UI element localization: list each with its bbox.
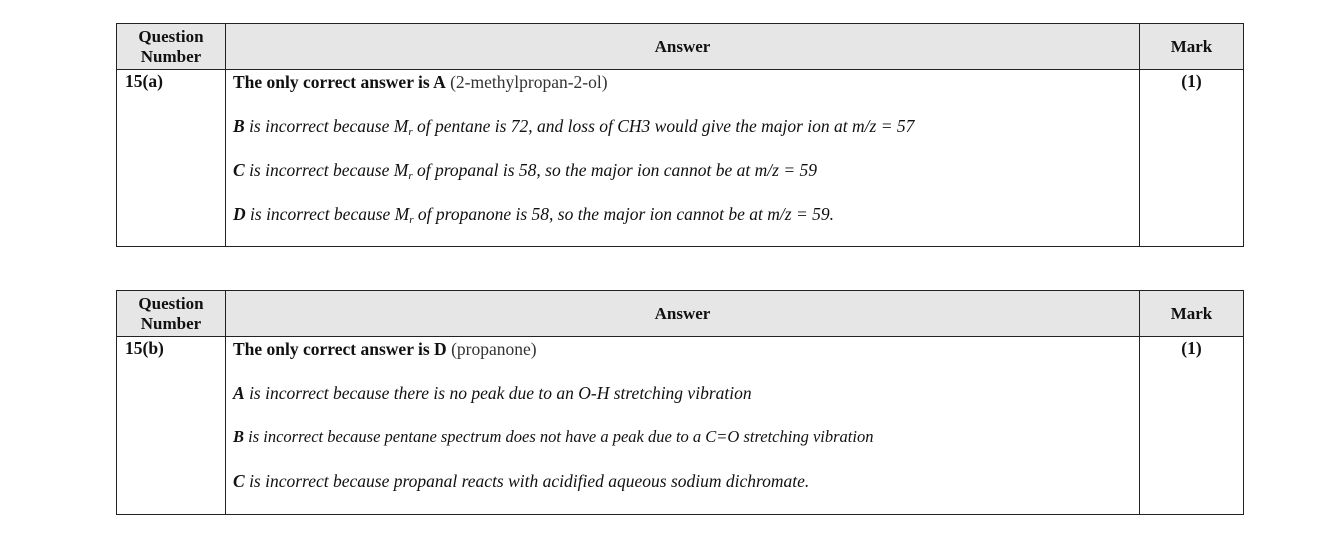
reason-line-c (233, 159, 1139, 181)
answer-row (117, 337, 1244, 515)
reason-text: is incorrect because propanal reacts with acidified aqueous sodium dichromate. (249, 471, 810, 491)
reason-text: is incorrect because pentane spectrum does not have a peak due to a C=O stretching vibration (248, 427, 874, 446)
reason-text: is incorrect because there is no peak due to an O-H stretching vibration (249, 383, 752, 403)
correct-answer-line (233, 71, 1139, 93)
reason-option: B (233, 427, 245, 446)
reason-text-pre: is incorrect because M (249, 116, 409, 136)
question-number-header: Question Number (117, 24, 226, 70)
mark-header: Mark (1140, 24, 1244, 70)
reason-option: C (233, 160, 245, 180)
reason-text-pre: is incorrect because M (249, 160, 409, 180)
correct-answer-detail: (propanone) (451, 339, 537, 359)
correct-answer-line (233, 338, 1139, 360)
reason-line-b (233, 426, 1139, 448)
reason-option: D (233, 204, 246, 224)
reason-text-post: of pentane is 72, and loss of CH3 would give the major ion at m/z = 57 (412, 116, 915, 136)
reason-subscript: r (408, 170, 413, 182)
answer-header: Answer (226, 24, 1140, 70)
reason-subscript: r (408, 126, 413, 138)
correct-answer-prefix: The only correct answer is A (233, 72, 446, 92)
answer-cell (226, 70, 1140, 247)
question-number: 15(b) (117, 337, 226, 515)
answer-header: Answer (226, 291, 1140, 337)
answer-cell (226, 337, 1140, 515)
reason-text-pre: is incorrect because M (250, 204, 410, 224)
reason-line-a (233, 382, 1139, 404)
reason-text-post: of propanal is 58, so the major ion cannot be at m/z = 59 (412, 160, 818, 180)
mark-value: (1) (1140, 70, 1244, 247)
reason-line-d (233, 203, 1139, 225)
header-row (117, 291, 1244, 337)
mark-value: (1) (1140, 337, 1244, 515)
reason-option: A (233, 383, 245, 403)
header-row (117, 24, 1244, 70)
reason-line-b (233, 115, 1139, 137)
question-number-header: Question Number (117, 291, 226, 337)
reason-subscript: r (409, 214, 414, 226)
question-number: 15(a) (117, 70, 226, 247)
reason-option: C (233, 471, 245, 491)
mark-header: Mark (1140, 291, 1244, 337)
correct-answer-prefix: The only correct answer is D (233, 339, 447, 359)
correct-answer-detail: (2-methylpropan-2-ol) (450, 72, 608, 92)
mark-scheme-table-15a (116, 23, 1244, 247)
reason-line-c (233, 470, 1139, 492)
reason-option: B (233, 116, 245, 136)
answer-row (117, 70, 1244, 247)
reason-text-post: of propanone is 58, so the major ion cannot be at m/z = 59. (413, 204, 834, 224)
mark-scheme-table-15b (116, 290, 1244, 515)
